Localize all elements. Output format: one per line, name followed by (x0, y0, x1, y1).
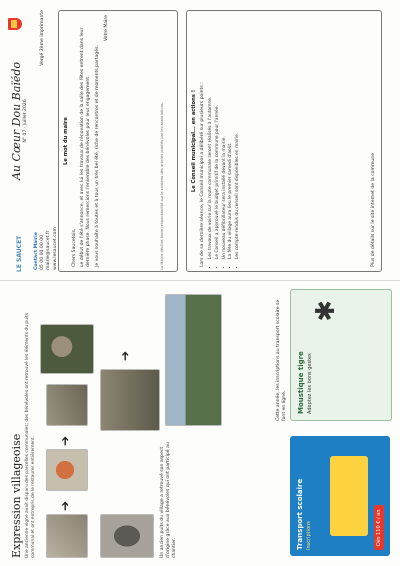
ad-caption: Cette année, les inscriptions au transport scolaire se font en ligne. (276, 299, 288, 421)
list-item: • Un nouveau défibrillateur sera installé devant la mairie. (222, 15, 228, 259)
newsletter-title: Au Cœur Dou Baïédo N° 07 · Juillet 2026 (10, 61, 28, 180)
conseil-list (208, 15, 241, 267)
moustique-tigre-ad[interactable] (290, 289, 392, 421)
ad-title: Moustique tigre (297, 351, 305, 414)
arrow-icon: ➔ (118, 350, 132, 361)
photo-stone (100, 514, 154, 558)
conseil-title: Le Conseil municipal... en actions ! (191, 89, 197, 193)
village-tag: Vergé 2ème imprimante (40, 10, 45, 66)
right-column (0, 0, 400, 281)
conseil-box (186, 10, 382, 272)
list-item: • Le Conseil a approuvé le budget primitif de la commune pour l'année. (215, 15, 221, 259)
transport-scolaire-ad[interactable] (290, 436, 390, 556)
contact-email[interactable]: mairie@saucet.fr (46, 230, 52, 270)
contact-phone: 05 00 00 00 00 (40, 234, 46, 270)
mot-paragraph: Je vous souhaite à toutes et à tous un très bel été, riche de rencontres et de moments partagés. (94, 45, 100, 267)
contact-block (34, 200, 59, 270)
contact-website[interactable]: www.lesaucet.com (52, 227, 58, 270)
contact-label: Contact Mairie (34, 232, 39, 270)
section-title: Expression villageoise (10, 433, 23, 558)
mot-paragraph: Le début de l'été s'annonce, et avec lui les travaux de rénovation de la salle des fêtes entrent dans leur dernière phase. Nous remercions l'ensemble des bénévoles pour leur engagement. (80, 27, 92, 267)
photo-well-2 (46, 449, 88, 491)
ad-subtitle: Inscriptions (306, 521, 312, 550)
logo (6, 212, 34, 272)
ad-price: Dès 110 € / an (374, 505, 384, 550)
side-footer: La Mairie décline toute responsabilité sur le contenu des articles publiés par les associations. (160, 102, 164, 270)
ad-title: Transport scolaire (296, 478, 304, 550)
coat-of-arms-icon (8, 18, 22, 30)
issue-number: N° 07 · Juillet 2026 (23, 99, 28, 143)
photo-well-3 (46, 384, 88, 426)
arrow-icon: ➔ (58, 500, 72, 511)
bus-illustration (330, 456, 368, 536)
mot-salutation: Chers Saucetois, (72, 228, 77, 267)
section-intro: Une ancienne vigne avait disparu des parcelles communales; des bénévoles ont retrouvé les éléments du puits communal et ont entrepris de le restaurer entièrement. (25, 312, 36, 558)
photo-well-restored (100, 369, 160, 431)
logo-text: LE SAUCET (16, 235, 23, 272)
conseil-intro: Lors de sa dernière séance, le Conseil municipal a délibéré sur plusieurs points : (200, 82, 205, 267)
ad-subtitle: Adoptez les bons gestes (307, 353, 313, 414)
arrow-icon: ➔ (58, 435, 72, 446)
conseil-footer: Plus de détails sur le site internet de la commune (370, 152, 376, 267)
photo-well-4 (40, 324, 94, 374)
photo-group-volunteers (165, 294, 222, 426)
photo-well-1 (46, 514, 88, 558)
list-item: • Les compte-rendus du conseil sont disponibles en mairie. (235, 15, 241, 259)
mot-title: Le mot du maire (63, 117, 69, 165)
list-item: • Les travaux de voirie sur la route communale seront réalisés à l'automne. (208, 15, 214, 259)
mot-signature: Votre Maire (103, 15, 109, 42)
list-item: • La fête du village aura lieu le premier samedi d'août. (228, 15, 234, 259)
mosquito-icon: ✱ (311, 300, 341, 322)
left-column (0, 281, 400, 566)
photo-caption: Un ancien puits du village a retrouvé son aspect d'origine grâce aux bénévoles qui ont participé au chantier. (160, 442, 178, 558)
